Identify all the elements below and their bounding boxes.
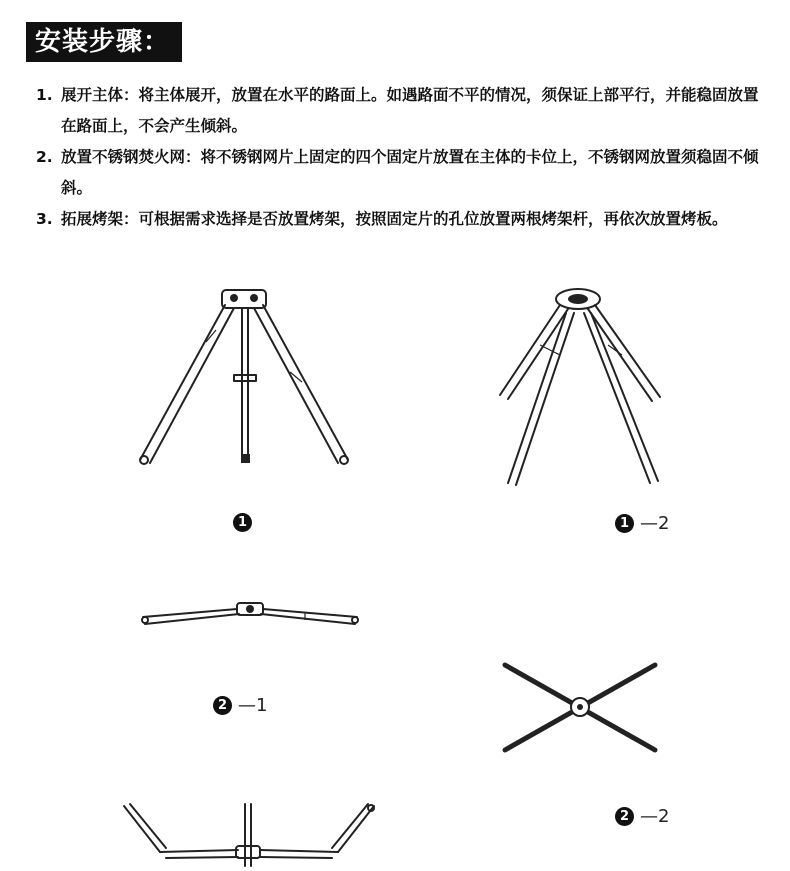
stand-partially-open-illustration xyxy=(118,800,383,870)
figure-number: 2 xyxy=(213,696,232,715)
step-text: 放置不锈钢焚火网：将不锈钢网片上固定的四个固定片放置在主体的卡位上，不锈钢网放置须稳固不倾斜。 xyxy=(61,148,759,197)
step-text: 拓展烤架：可根据需求选择是否放置烤架，按照固定片的孔位放置两根烤架杆，再依次放置烤板。 xyxy=(61,210,728,228)
figure-suffix: —1 xyxy=(238,695,268,716)
figure-label-1 xyxy=(233,513,258,532)
page-title: 安装步骤： xyxy=(26,22,182,62)
figure-label-2-2 xyxy=(615,806,669,827)
figure-suffix: —2 xyxy=(640,806,670,827)
figure-label-1-2 xyxy=(615,513,669,534)
instruction-step-2 xyxy=(36,142,766,204)
stand-cross-top-view-illustration xyxy=(495,655,665,760)
stand-flat-side-illustration xyxy=(135,595,365,635)
step-number: 3. xyxy=(36,210,53,228)
instruction-step-1 xyxy=(36,80,766,142)
instruction-list xyxy=(36,80,766,235)
instruction-step-3 xyxy=(36,204,766,235)
step-text: 展开主体：将主体展开，放置在水平的路面上。如遇路面不平的情况，须保证上部平行，并能稳固放置在路面上，不会产生倾斜。 xyxy=(61,86,759,135)
step-number: 2. xyxy=(36,148,53,166)
stand-upright-front-illustration xyxy=(120,280,370,480)
figure-number: 2 xyxy=(615,807,634,826)
figure-suffix: —2 xyxy=(640,513,670,534)
figure-number: 1 xyxy=(615,514,634,533)
step-number: 1. xyxy=(36,86,53,104)
stand-upright-perspective-illustration xyxy=(490,285,670,490)
figure-number: 1 xyxy=(233,513,252,532)
figure-label-2-1 xyxy=(213,695,267,716)
